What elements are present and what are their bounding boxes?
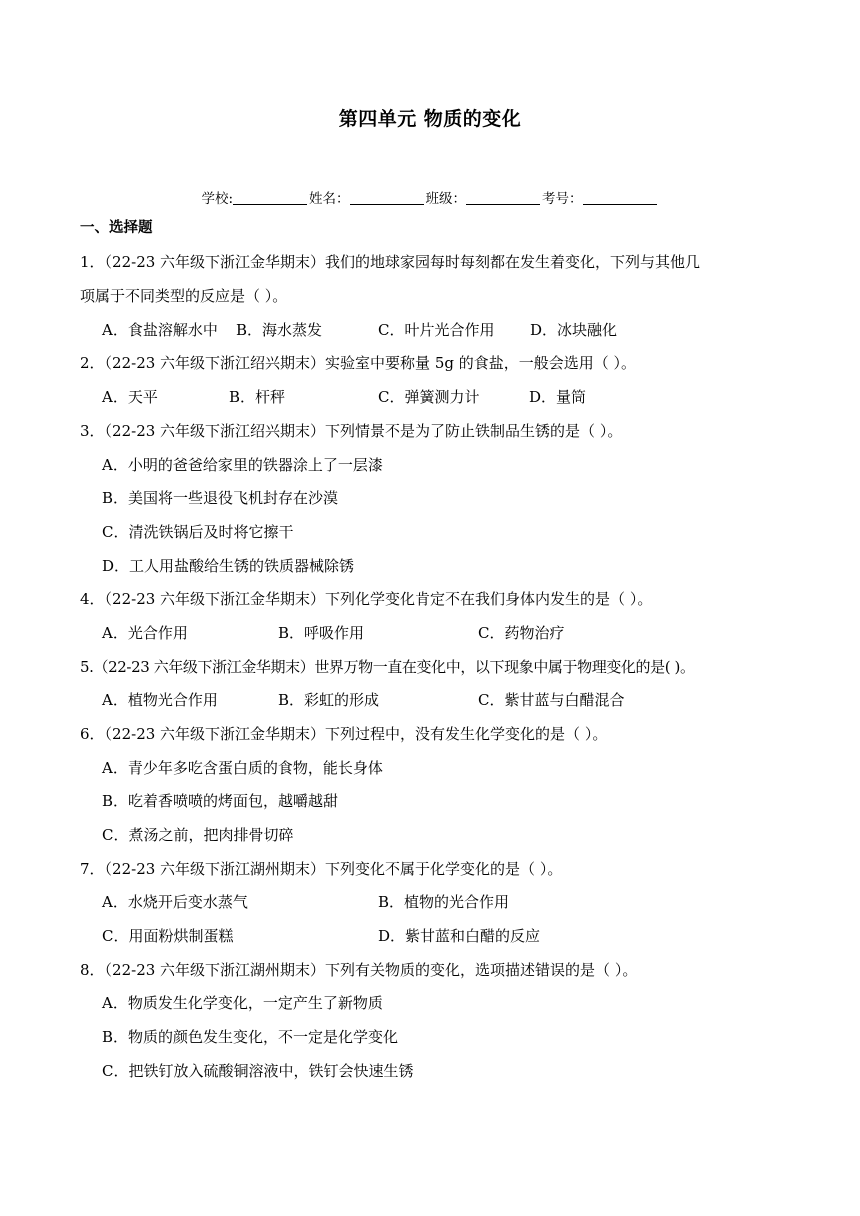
school-blank [233,191,307,205]
name-label: 姓名： [309,191,350,207]
q1-option-c: C．叶片光合作用 [378,321,495,339]
q4-option-c: C．药物治疗 [478,624,565,642]
class-blank [466,191,540,205]
question-3-text: 3．（22-23 六年级下浙江绍兴期末）下列情景不是为了防止铁制品生锈的是（ ）。 [80,422,623,440]
q1-option-b: B．海水蒸发 [236,321,323,339]
q5-option-a: A．植物光合作用 [102,691,218,709]
q2-option-d: D．量筒 [529,388,587,406]
q3-option-b: B．美国将一些退役飞机封存在沙漠 [102,489,339,507]
q4-option-b: B．呼吸作用 [278,624,365,642]
q3-option-a: A．小明的爸爸给家里的铁器涂上了一层漆 [102,456,383,474]
q8-option-b: B．物质的颜色发生变化，不一定是化学变化 [102,1028,399,1046]
q5-option-b: B．彩虹的形成 [278,691,380,709]
q3-option-d: D．工人用盐酸给生锈的铁质器械除锈 [102,557,355,575]
q7-option-c: C．用面粉烘制蛋糕 [102,927,234,945]
q2-option-b: B．杆秤 [229,388,286,406]
q7-option-b: B．植物的光合作用 [378,893,510,911]
question-6-text: 6．（22-23 六年级下浙江金华期末）下列过程中，没有发生化学变化的是（ ）。 [80,725,608,743]
student-info-line [0,187,860,207]
q2-option-a: A．天平 [102,388,158,406]
question-4-text: 4．（22-23 六年级下浙江金华期末）下列化学变化肯定不在我们身体内发生的是（ ）。 [80,590,653,608]
q1-option-a: A．食盐溶解水中 [102,321,218,339]
question-5-text: 5.（22-23 六年级下浙江金华期末）世界万物一直在变化中，以下现象中属于物理变化的是( )。 [80,658,695,676]
q8-option-c: C．把铁钉放入硫酸铜溶液中，铁钉会快速生锈 [102,1062,414,1080]
q6-option-b: B．吃着香喷喷的烤面包，越嚼越甜 [102,792,339,810]
q1-option-d: D．冰块融化 [530,321,618,339]
name-blank [350,191,424,205]
q6-option-c: C．煮汤之前，把肉排骨切碎 [102,826,294,844]
q7-option-d: D．紫甘蓝和白醋的反应 [378,927,541,945]
q7-option-a: A．水烧开后变水蒸气 [102,893,248,911]
q4-option-a: A．光合作用 [102,624,188,642]
question-7-text: 7．（22-23 六年级下浙江湖州期末）下列变化不属于化学变化的是（ ）。 [80,860,563,878]
class-label: 班级： [425,191,467,207]
q8-option-a: A．物质发生化学变化，一定产生了新物质 [102,994,383,1012]
question-8-text: 8．（22-23 六年级下浙江湖州期末）下列有关物质的变化，选项描述错误的是（ ）。 [80,961,638,979]
exam-no-label: 考号： [542,191,583,207]
q3-option-c: C．清洗铁锅后及时将它擦干 [102,523,294,541]
page-title: 第四单元 物质的变化 [338,108,522,130]
question-2-text: 2．（22-23 六年级下浙江绍兴期末）实验室中要称量 5g 的食盐，一般会选用（ ）。 [80,354,637,372]
q6-option-a: A．青少年多吃含蛋白质的食物，能长身体 [102,759,383,777]
question-1-text-cont: 项属于不同类型的反应是（ ）。 [80,287,288,305]
q2-option-c: C．弹簧测力计 [378,388,480,406]
school-label: 学校: [201,191,234,207]
section-heading: 一、选择题 [80,220,153,236]
q5-option-c: C．紫甘蓝与白醋混合 [478,691,625,709]
exam-no-blank [583,191,657,205]
question-1-text: 1．（22-23 六年级下浙江金华期末）我们的地球家园每时每刻都在发生着变化，下列与其他几 [80,253,701,271]
